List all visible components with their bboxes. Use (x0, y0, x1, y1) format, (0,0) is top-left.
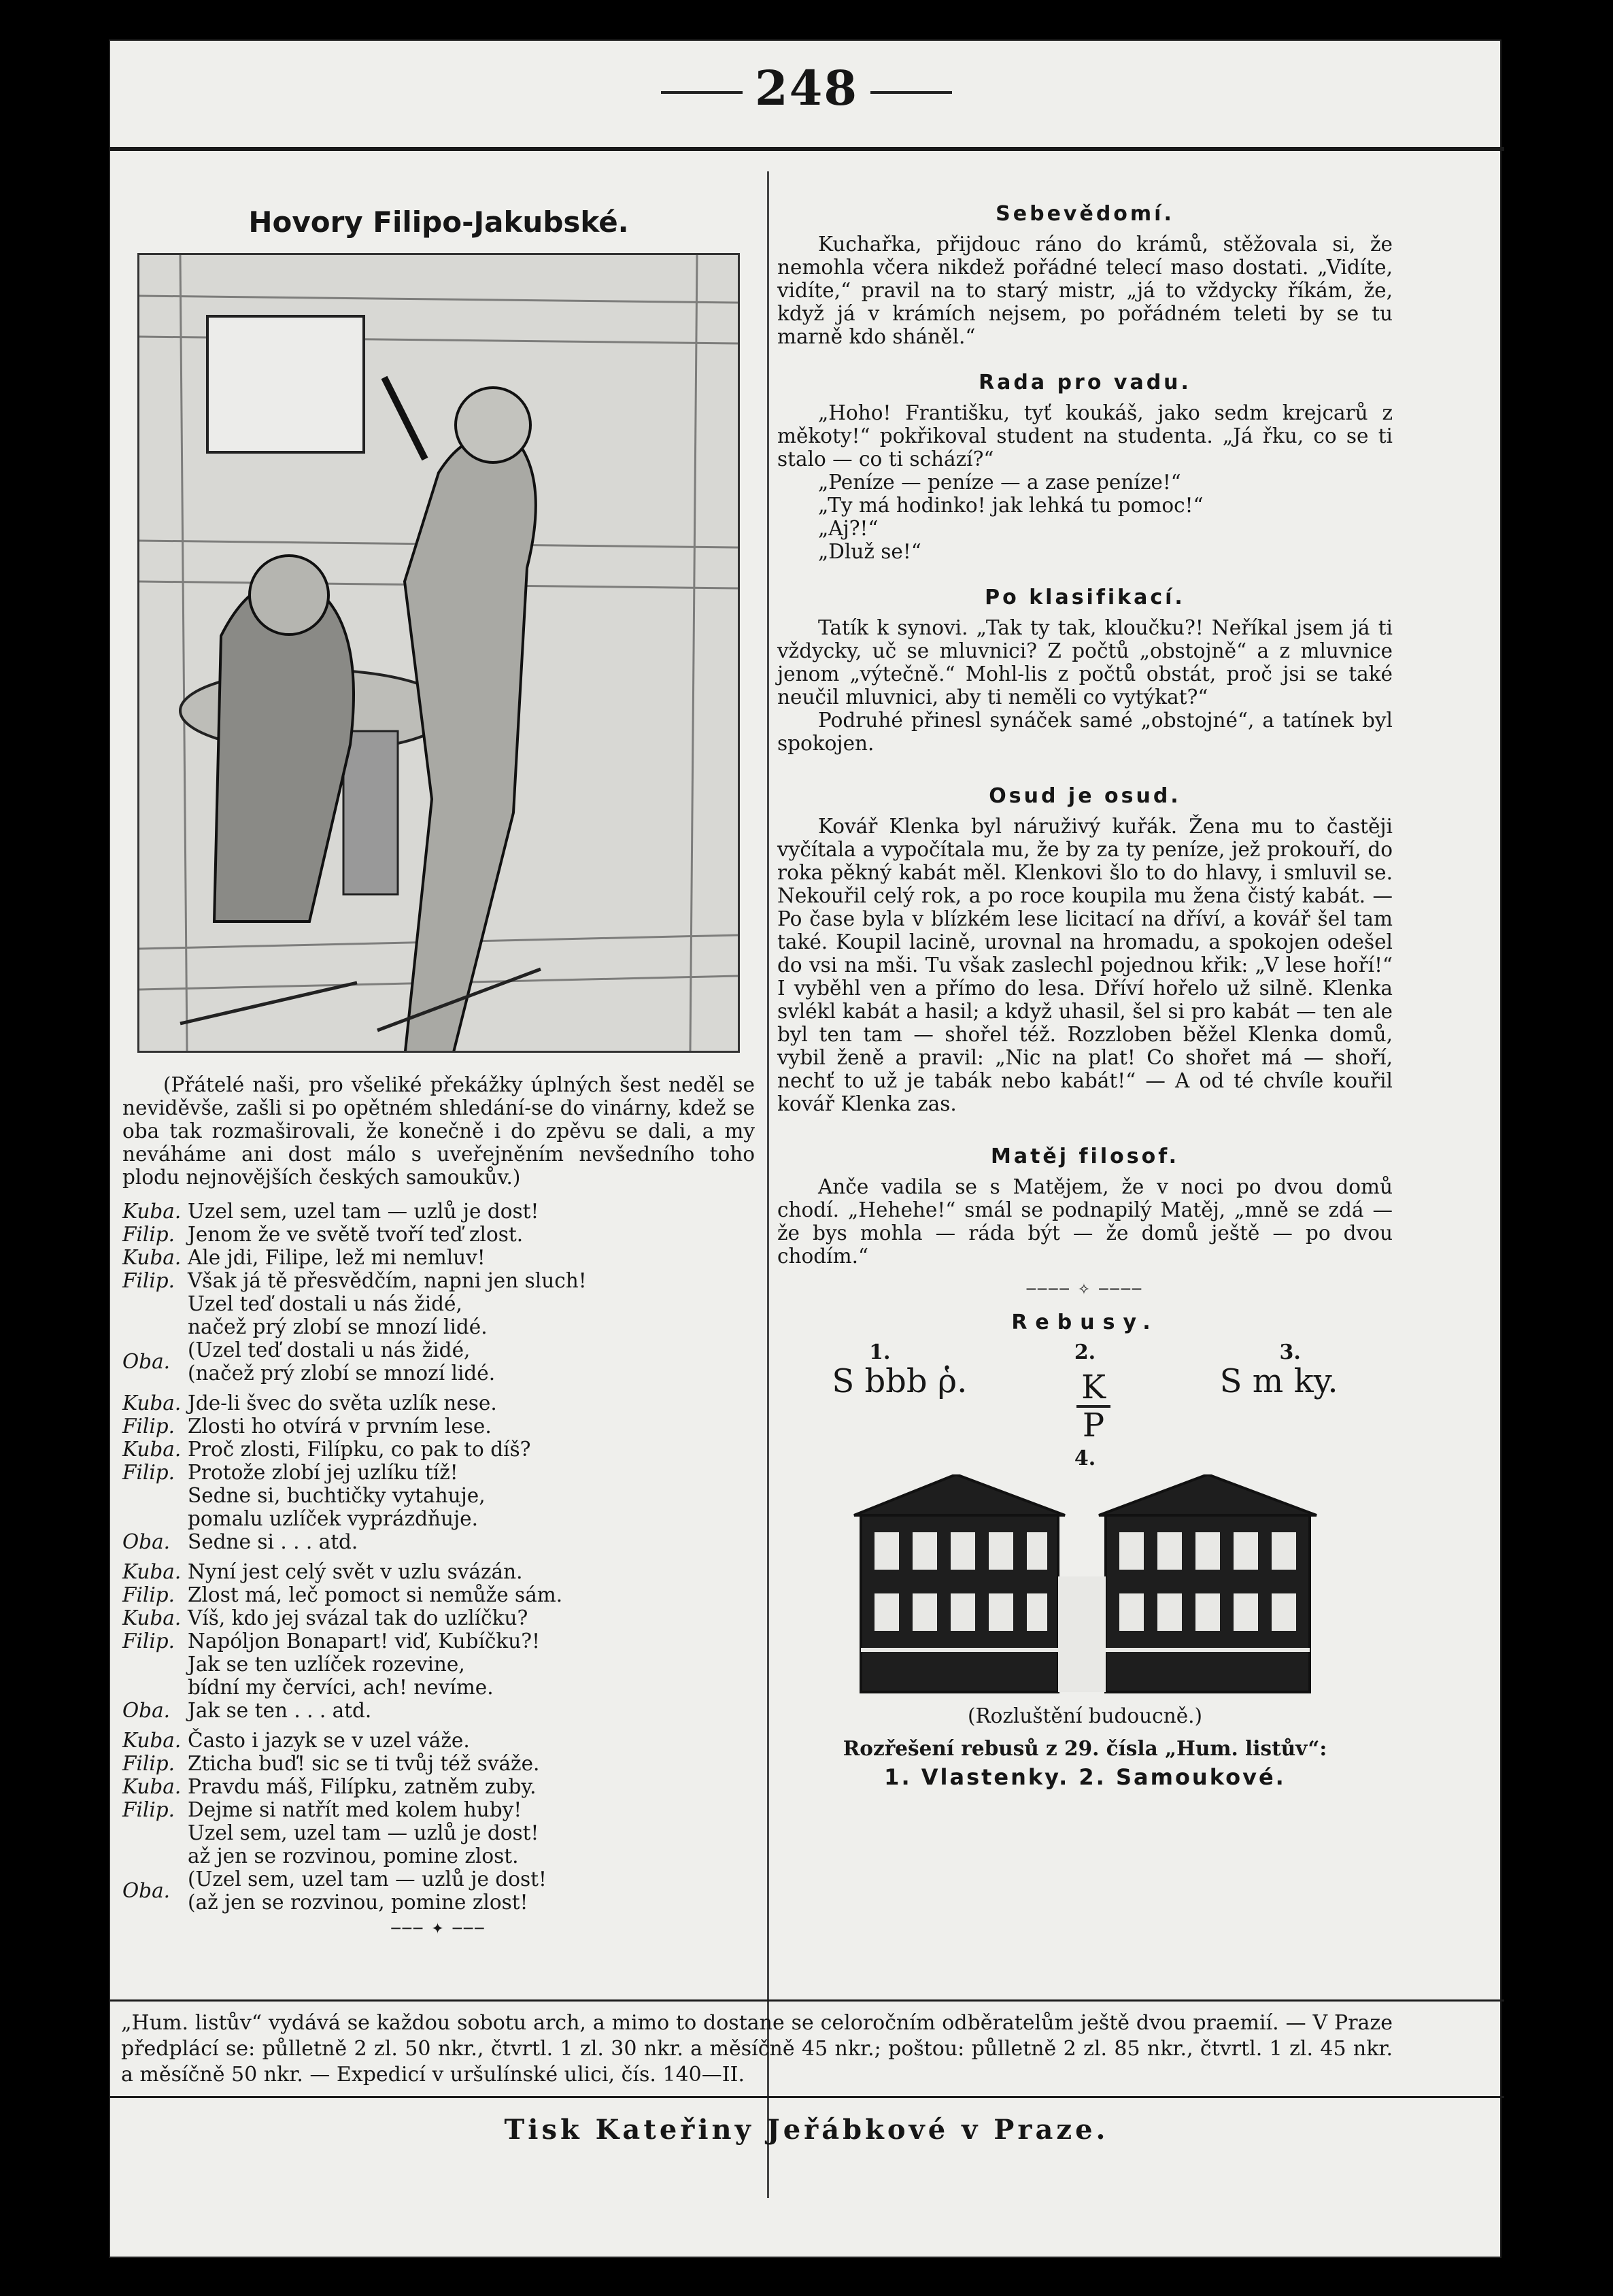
verse: Sedne si . . . atd. (188, 1530, 358, 1553)
dialogue-line (122, 1223, 755, 1246)
dialogue-line (122, 1583, 755, 1606)
speaker: Kuba. (122, 1560, 182, 1583)
rada-line: „Aj?!“ (818, 517, 879, 540)
rebus-title: Rebusy. (1011, 1311, 1159, 1334)
verse: (Uzel teď dostali u nás židé, (188, 1338, 471, 1362)
verse: Jde-li švec do světa uzlík nese. (188, 1391, 497, 1415)
rebus-numbers (777, 1341, 1393, 1364)
solution-answer: 1. Vlastenky. 2. Samoukové. (884, 1764, 1286, 1790)
speaker: Oba. (122, 1879, 171, 1902)
verse: Zlosti ho otvírá v prvním lese. (188, 1415, 492, 1438)
section-title-sebevedomi: Sebevědomí. (996, 202, 1174, 226)
verse: (Uzel sem, uzel tam — uzlů je dost! (188, 1868, 547, 1891)
section-text-klasifikace-2: Podruhé přinesl synáček samé „obstojné“, a tatínek byl spokojen. (777, 709, 1393, 755)
houses-engraving (847, 1474, 1323, 1699)
page-number-dash-right (870, 91, 952, 94)
verse: Proč zlosti, Filípku, co pak to díš? (188, 1438, 531, 1461)
footer-rule-top (109, 1999, 1504, 2002)
verse: Jenom že ve světě tvoří teď zlost. (188, 1223, 524, 1246)
speaker: Kuba. (122, 1775, 182, 1798)
section-text-matej: Anče vadila se s Matějem, že v noci po dvou domů chodí. „Hehehe!“ smál se podnapilý Matěj, „mně se zdá — že bys mohla — ráda být — že domů ještě — po dvou chodím.“ (777, 1175, 1393, 1268)
verse: Však já tě přesvědčím, napni jen sluch! (188, 1269, 587, 1292)
dialogue-line (122, 1269, 755, 1338)
section-text-klasifikace: Tatík k synovi. „Tak ty tak, kloučku?! Neříkal jsem já ti vždycky, uč se mluvnici? Z počtů „obstojně“ a z mluvnice jenom „výtečně.“ Mohl-lis z počtů obstát, proč jsi se také neučil mluvnici, aby ti neměli co vytýkat?“ (777, 616, 1393, 709)
verse: Uzel sem, uzel tam — uzlů je dost! (188, 1200, 539, 1223)
speaker: Oba. (122, 1530, 171, 1553)
rebus-2 (1076, 1370, 1110, 1443)
verse: Nyní jest celý svět v uzlu svázán. (188, 1560, 523, 1583)
section-title-rada: Rada pro vadu. (979, 371, 1191, 394)
speaker: Filip. (122, 1415, 175, 1438)
verse: Sedne si, buchtičky vytahuje, (188, 1484, 486, 1507)
rebus-caption: (Rozluštění budoucně.) (967, 1704, 1203, 1727)
rada-line: „Peníze — peníze — a zase peníze!“ (818, 471, 1181, 494)
speaker: Filip. (122, 1269, 175, 1292)
speaker: Filip. (122, 1752, 175, 1775)
speaker: Oba. (122, 1699, 171, 1722)
speaker: Filip. (122, 1630, 175, 1653)
printer-imprint: Tisk Kateřiny Jeřábkové v Praze. (504, 2114, 1109, 2146)
verse: Často i jazyk se v uzel váže. (188, 1729, 470, 1752)
rebus-row (777, 1362, 1393, 1445)
column-divider (767, 171, 769, 2198)
speaker: Kuba. (122, 1391, 182, 1415)
verse: načež prý zlobí se mnozí lidé. (188, 1315, 488, 1338)
speaker: Kuba. (122, 1606, 182, 1630)
section-title-matej: Matěj filosof. (990, 1145, 1179, 1168)
dialogue-line (122, 1246, 755, 1269)
speaker: Filip. (122, 1461, 175, 1484)
verse: bídní my červíci, ach! nevíme. (188, 1676, 494, 1699)
verse: Dejme si natřít med kolem huby! (188, 1798, 522, 1821)
speaker: Kuba. (122, 1200, 182, 1223)
verse: až jen se rozvinou, pomine zlost. (188, 1844, 519, 1868)
section-title-osud: Osud je osud. (989, 784, 1181, 808)
speaker: Filip. (122, 1798, 175, 1821)
dialogue-line (122, 1729, 755, 1752)
dialogue-line (122, 1752, 755, 1775)
verse: Napóljon Bonapart! viď, Kubíčku?! (188, 1630, 540, 1653)
verse: Uzel teď dostali u nás židé, (188, 1292, 462, 1315)
footer-rule-bottom (109, 2096, 1504, 2098)
speaker: Filip. (122, 1223, 175, 1246)
verse: Protože zlobí jej uzlíku tíž! (188, 1461, 458, 1484)
dialogue-line (122, 1775, 755, 1798)
rada-line: „Ty má hodinko! jak lehká tu pomoc!“ (818, 494, 1204, 517)
dialogue-line (122, 1699, 755, 1722)
speaker: Filip. (122, 1583, 175, 1606)
rada-line: „Dluž se!“ (818, 540, 921, 563)
rebus-2-bottom: P (1082, 1406, 1105, 1445)
speaker: Oba. (122, 1350, 171, 1373)
verse: Zlost má, leč pomoct si nemůže sám. (188, 1583, 563, 1606)
rebus-2-top: K (1081, 1368, 1106, 1406)
left-title: Hovory Filipo-Jakubské. (248, 205, 629, 239)
rebus-3: S m ky. (1219, 1362, 1338, 1400)
speaker: Kuba. (122, 1438, 182, 1461)
dialogue-line (122, 1461, 755, 1530)
left-column (122, 205, 755, 1945)
rebus-number: 3. (1279, 1340, 1301, 1364)
verse: pomalu uzlíček vyprázdňuje. (188, 1507, 478, 1530)
dialogue-line (122, 1338, 755, 1385)
rebus-number-4: 4. (1074, 1447, 1096, 1470)
dialogue-line (122, 1438, 755, 1461)
right-column (777, 203, 1393, 1789)
rebus-4-houses (847, 1474, 1323, 1699)
solution-label: Rozřešení rebusů z 29. čísla „Hum. listův“: (843, 1736, 1327, 1760)
tavern-engraving (139, 255, 738, 1051)
left-intro: (Přátelé naši, pro všeliké překážky úplných šest neděl se neviděvše, zašli si po opětném shledání-se do vinárny, kdež se oba tak rozmaširovali, že konečně i do zpěvu se dali, a my neváháme ani dost málo s uveřejněním nevšedního toho plodu nejnovějších českých samoukův.) (122, 1073, 755, 1189)
rada-line: „Hoho! Františku, tyť koukáš, jako sedm krejcarů z měkoty!“ pokřikoval student na studenta. „Já řku, co se ti stalo — co ti schází?“ (777, 401, 1393, 471)
verse: Jak se ten uzlíček rozevine, (188, 1653, 465, 1676)
verse: Pravdu máš, Filípku, zatněm zuby. (188, 1775, 537, 1798)
rebus-number: 2. (1074, 1340, 1096, 1364)
dialogue-line (122, 1415, 755, 1438)
verse: Víš, kdo jej svázal tak do uzlíčku? (188, 1606, 528, 1630)
page-number-text: 248 (754, 60, 859, 116)
left-end-ornament: ─── ✦ ─── (391, 1921, 486, 1938)
dialogue-line (122, 1530, 755, 1553)
right-ornament: ──── ✧ ──── (1026, 1281, 1144, 1298)
header-rule (109, 147, 1504, 151)
speaker: Kuba. (122, 1729, 182, 1752)
dialogue-line (122, 1868, 755, 1914)
tavern-illustration (137, 253, 740, 1053)
verse: Jak se ten . . . atd. (188, 1699, 372, 1722)
page-number-dash-left (661, 91, 743, 94)
rebus-1: S bbb ῥ. (832, 1362, 968, 1400)
dialogue-line (122, 1200, 755, 1223)
dialogue-line (122, 1560, 755, 1583)
verse: Uzel sem, uzel tam — uzlů je dost! (188, 1821, 539, 1844)
verse: Zticha buď! sic se ti tvůj též sváže. (188, 1752, 540, 1775)
verse: (až jen se rozvinou, pomine zlost! (188, 1891, 528, 1914)
dialogue-line (122, 1606, 755, 1630)
page-number (0, 60, 1613, 116)
verse: Ale jdi, Filipe, lež mi nemluv! (188, 1246, 486, 1269)
section-text-sebevedomi: Kuchařka, přijdouc ráno do krámů, stěžovala si, že nemohla včera nikdež pořádné telecí maso dostati. „Vidíte, vidíte,“ pravil na to starý mistr, „já to vždycky říkám, že, když já v krámích nejsem, po pořádném teleti by se tu marně kdo sháněl.“ (777, 233, 1393, 348)
dialogue-line (122, 1391, 755, 1415)
rebus-number: 1. (869, 1340, 891, 1364)
section-text-osud: Kovář Klenka byl náruživý kuřák. Žena mu to častěji vyčítala a vypočítala mu, že by za ty peníze, jež prokouří, do roka pěkný kabát měl. Klenkovi šlo to do hlavy, i smluvil se. Nekouřil celý rok, a po roce koupila mu žena čistý kabát. — Po čase byla v blízkém lese licitací na dříví, a kovář šel tam také. Koupil lacině, urovnal na hromadu, a spokojen odešel do vsi na mši. Tu však zaslechl pojednou křik: „V lese hoří!“ I vyběhl ven a přímo do lesa. Dříví hořelo už silně. Klenka svlékl kabát a hasil; a když uhasil, šel si pro kabát — ten ale byl ten tam — shořel též. Rozzloben běžel Klenka domů, vybil ženě a pravil: „Nic na plat! Co shořet má — shoří, nechť to už je tabák nebo kabát!“ — A od té chvíle kouřil kovář Klenka zas. (777, 815, 1393, 1115)
dialogue-line (122, 1630, 755, 1699)
dialogue (122, 1200, 755, 1914)
verse: (načež prý zlobí se mnozí lidé. (188, 1362, 496, 1385)
dialogue-line (122, 1798, 755, 1868)
speaker: Kuba. (122, 1246, 182, 1269)
subscription-notice: „Hum. listův“ vydává se každou sobotu arch, a mimo to dostane se celoročním odběratelům ještě dvou praemií. — V Praze předplácí se: půlletně 2 zl. 50 nkr., čtvrtl. 1 zl. 30 nkr. a měsíčně 45 nkr.; poštou: půlletně 2 zl. 85 nkr., čtvrtl. 1 zl. 45 nkr. a měsíčně 50 nkr. — Expedicí v uršulínské ulici, čís. 140—II. (121, 2011, 1393, 2087)
section-title-klasifikace: Po klasifikací. (985, 586, 1185, 609)
